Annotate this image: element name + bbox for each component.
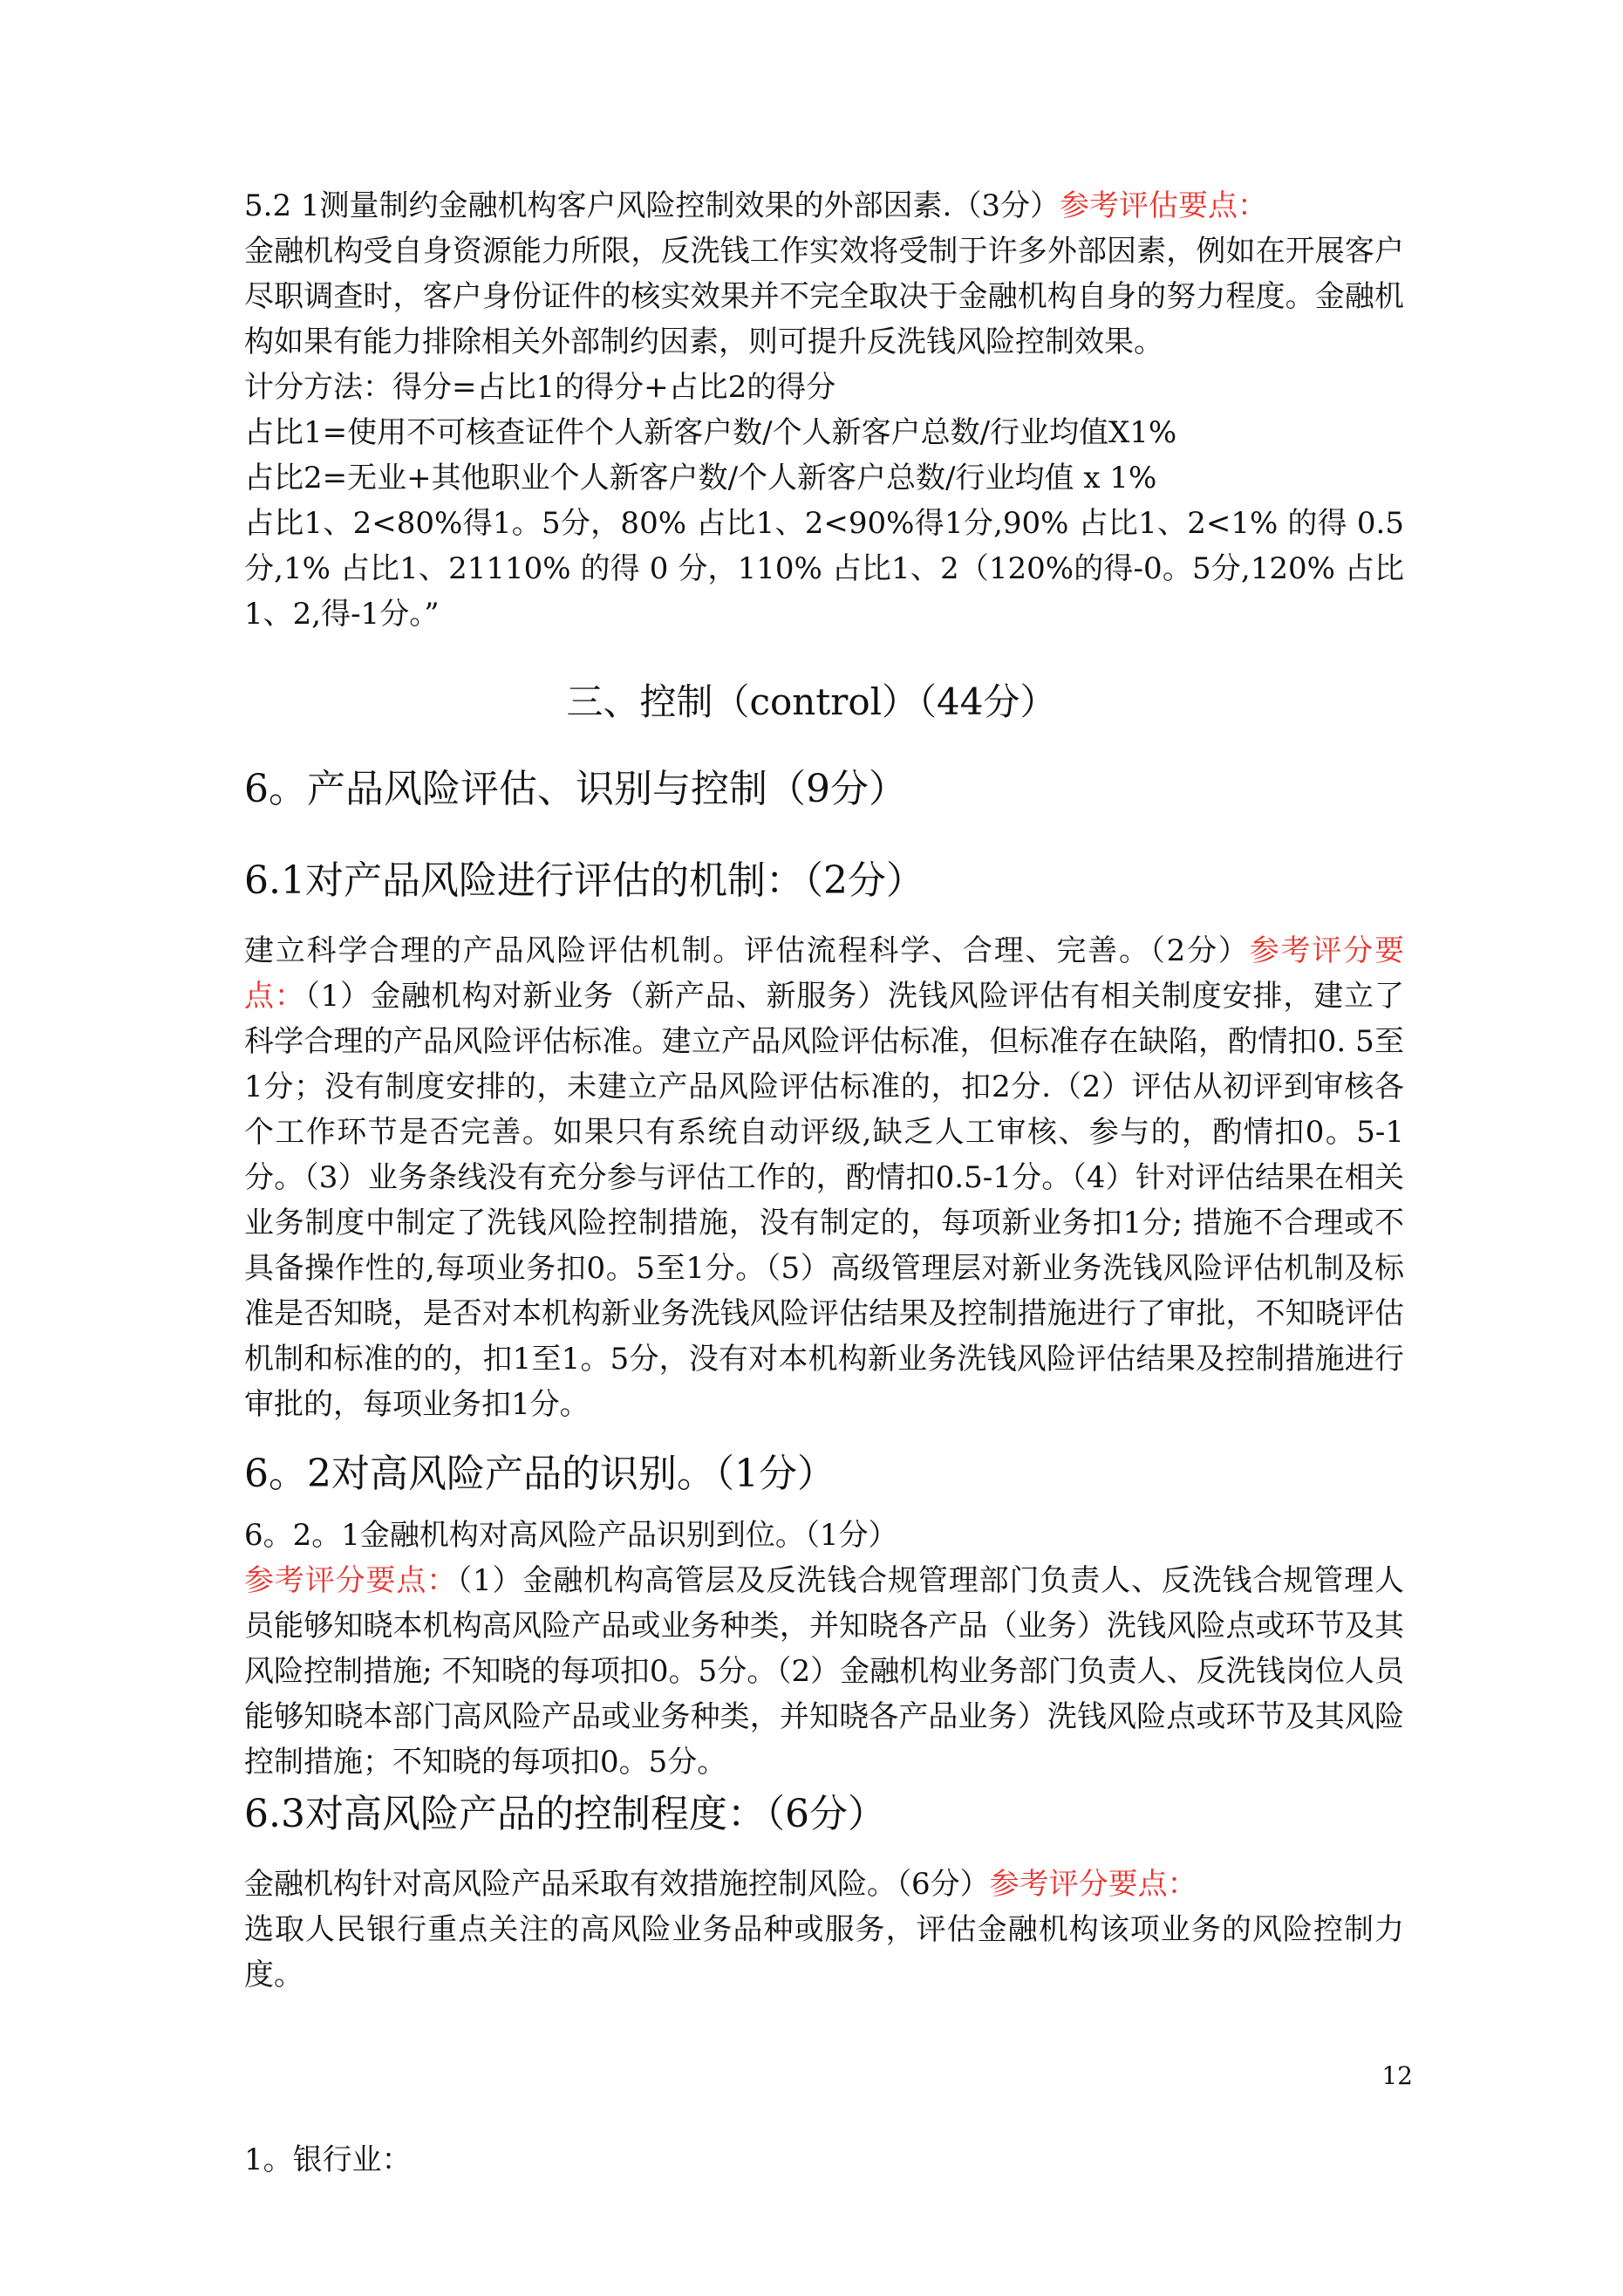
scoring-rules: 占比1、2<80%得1。5分，80% 占比1、2<90%得1分,90% 占比1、2<1% 的得 0.5分,1% 占比1、21110% 的得 0 分，110% 占比1、2（120%的得-0。5分,120% 占比1、2,得-1分。” bbox=[244, 506, 1404, 632]
page-number: 12 bbox=[1381, 2061, 1413, 2090]
ratio-2-formula: 占比2=无业+其他职业个人新客户数/个人新客户总数/行业均值 x 1% bbox=[244, 461, 1157, 495]
section-6-1-criteria: （1）金融机构对新业务（新产品、新服务）洗钱风险评估有相关制度安排，建立了科学合理的产品风险评估标准。建立产品风险评估标准，但标准存在缺陷，酌情扣0. 5至1分；没有制度安排的，未建立产品风险评估标准的，扣2分.（2）评估从初评到审核各个工作环节是否完善。如果只有系统自动评级,缺乏人工审核、参与的，酌情扣0。5-1分。（3）业务条线没有充分参与评估工作的，酌情扣0.5-1分。（4）针对评估结果在相关业务制度中制定了洗钱风险控制措施，没有制定的，每项新业务扣1分; 措施不合理或不具备操作性的,每项业务扣0。5至1分。（5）高级管理层对新业务洗钱风险评估机制及标准是否知晓，是否对本机构新业务洗钱风险评估结果及控制措施进行了审批，不知晓评估机制和标准的的，扣1至1。5分，没有对本机构新业务洗钱风险评估结果及控制措施进行审批的，每项业务扣1分。 bbox=[244, 979, 1404, 1422]
section-6-1 bbox=[244, 855, 1404, 1427]
section-6-2 bbox=[244, 1448, 1404, 1785]
scoring-method: 计分方法：得分=占比1的得分+占比2的得分 bbox=[244, 370, 836, 405]
part-3-heading: 三、控制（control）（44分） bbox=[566, 680, 1057, 723]
section-6-2-1-body bbox=[244, 1558, 1404, 1785]
section-6-1-heading: 6.1对产品风险进行评估的机制：（2分） bbox=[244, 858, 924, 903]
section-5-2-1-body: 金融机构受自身资源能力所限，反洗钱工作实效将受制于许多外部因素，例如在开展客户尽职调查时，客户身份证件的核实效果并不完全取决于金融机构自身的努力程度。金融机构如果有能力排除相关外部制约因素，则可提升反洗钱风险控制效果。 bbox=[244, 234, 1404, 359]
ratio-1-formula: 占比1=使用不可核查证件个人新客户数/个人新客户总数/行业均值X1% bbox=[244, 415, 1177, 450]
section-6-heading: 6。产品风险评估、识别与控制（9分） bbox=[244, 767, 907, 811]
section-5-2-1-heading bbox=[244, 183, 1404, 229]
section-6-2-1-heading: 6。2。1金融机构对高风险产品识别到位。（1分） bbox=[244, 1518, 898, 1553]
ref-score-label: 参考评分要点： bbox=[989, 1867, 1197, 1902]
section-6-2-1-criteria: （1）金融机构高管层及反洗钱合规管理部门负责人、反洗钱合规管理人员能够知晓本机构高风险产品或业务种类，并知晓各产品（业务）洗钱风险点或环节及其风险控制措施; 不知晓的每项扣0。5分。（2）金融机构业务部门负责人、反洗钱岗位人员能够知晓本部门高风险产品或业务种类，并知晓各产品业务）洗钱风险点或环节及其风险控制措施；不知晓的每项扣0。5分。 bbox=[244, 1563, 1404, 1780]
ref-score-label: 参考评分要点： bbox=[244, 1563, 458, 1598]
ref-points-label: 参考评估要点： bbox=[1059, 188, 1267, 223]
next-page-start bbox=[244, 2137, 1404, 2183]
section-6-1-intro: 建立科学合理的产品风险评估机制。评估流程科学、合理、完善。（2分） bbox=[244, 933, 1250, 968]
section-6-3-intro: 金融机构针对高风险产品采取有效措施控制风险。（6分） bbox=[244, 1867, 990, 1902]
next-page-first-line: 1。银行业： bbox=[244, 2142, 412, 2177]
section-6-3-heading: 6.3对高风险产品的控制程度：（6分） bbox=[244, 1792, 886, 1836]
section-6-3-body: 选取人民银行重点关注的高风险业务品种或服务，评估金融机构该项业务的风险控制力度。 bbox=[244, 1912, 1404, 1992]
section-5-2-1 bbox=[244, 183, 1404, 637]
ref-score-label: 参考评分要点： bbox=[244, 933, 1405, 1014]
section-6-3 bbox=[244, 1788, 1404, 1998]
section-5-2-1-title: 5.2 1测量制约金融机构客户风险控制效果的外部因素.（3分） bbox=[244, 188, 1060, 223]
section-6 bbox=[244, 763, 1404, 816]
section-6-1-body bbox=[244, 928, 1404, 1427]
section-6-3-intro-line bbox=[244, 1862, 1404, 1907]
section-6-2-heading: 6。2对高风险产品的识别。（1分） bbox=[244, 1452, 835, 1496]
